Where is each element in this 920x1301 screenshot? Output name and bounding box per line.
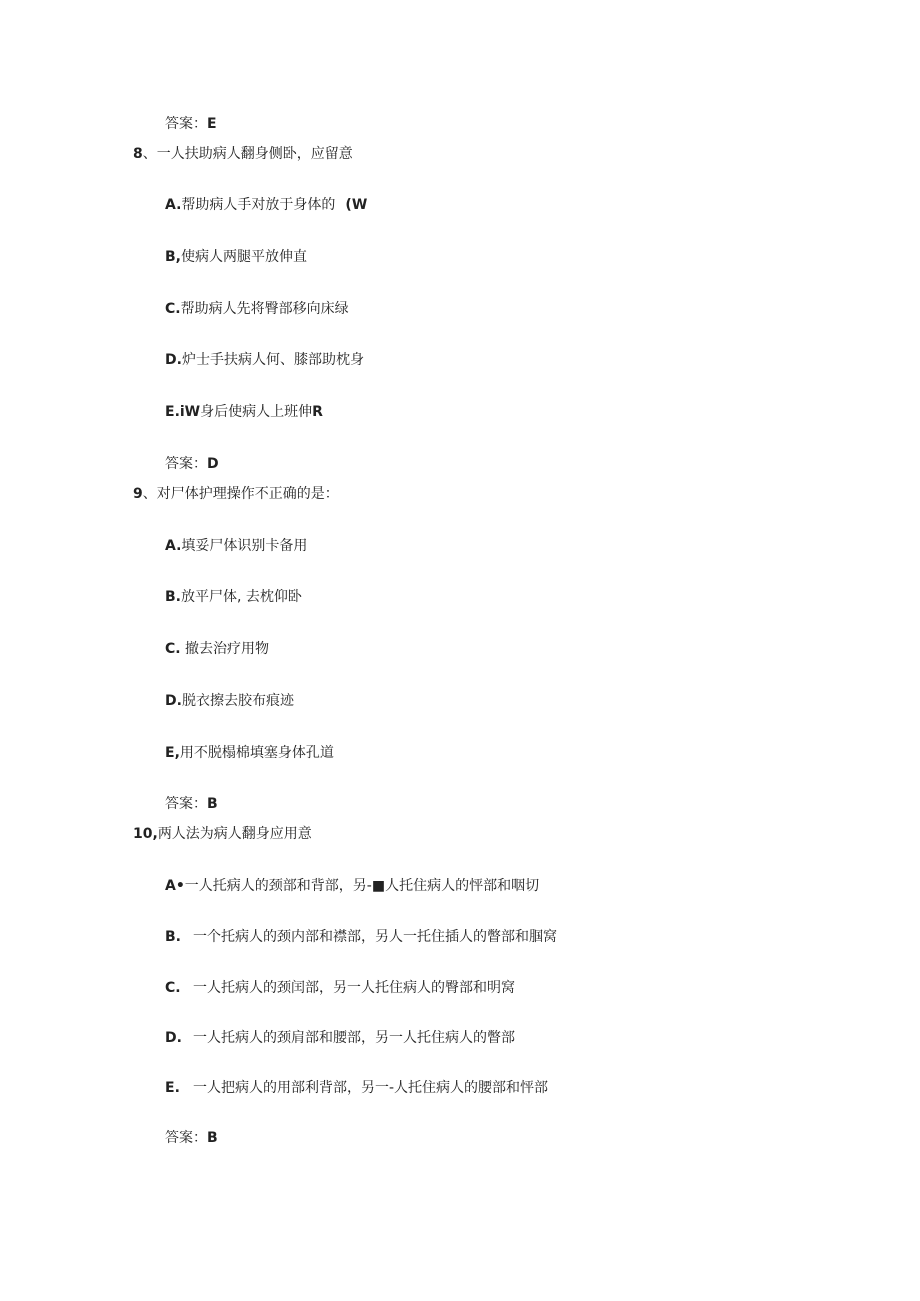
option-9a [165,537,307,555]
question-number: 10, [133,826,158,842]
option-prefix: B. [165,929,181,945]
option-prefix: D. [165,352,182,368]
answer-line [165,455,219,473]
option-prefix: E. [165,1080,180,1096]
question-8 [133,145,353,163]
option-text: 放平尸体, 去枕仰卧 [181,589,302,605]
answer-value: E [207,116,217,132]
option-10e [165,1079,548,1097]
answer-label: 答案： [165,796,207,812]
question-10 [133,825,312,843]
option-text: 一人托病人的颈部和背部，另-■人托住病人的怦部和咽切 [184,878,540,894]
question-9 [133,485,339,503]
option-10b [165,928,557,946]
option-prefix: C. [165,980,181,996]
option-text: 身后使病人上班伸 [200,404,313,420]
option-prefix: A. [165,538,182,554]
option-suffix: (W [345,197,368,213]
option-prefix: C. [165,641,181,657]
option-text: 一人托病人的颈肩部和腰部，另一人托住病人的瞥部 [193,1030,515,1046]
option-prefix: A• [165,878,185,894]
option-text: 一人把病人的用部利背部，另一-人托住病人的腰部和怦部 [193,1080,549,1096]
question-separator: 、 [142,146,157,162]
option-10c [165,979,515,997]
question-number: 8 [133,146,143,162]
option-text: 使病人两腿平放伸直 [181,249,307,265]
option-prefix: C. [165,301,181,317]
question-text: 对尸体护理操作不正确的是： [156,486,339,502]
question-text: 两人法为病人翻身应用意 [157,826,312,842]
question-text: 一人扶助病人翻身侧卧，应留意 [156,146,353,162]
answer-label: 答案： [165,456,207,472]
option-text: 帮助病人手对放于身体的 [181,197,336,213]
option-prefix: D. [165,1030,182,1046]
option-text: 炉士手扶病人何、膝部助枕身 [181,352,364,368]
option-prefix: D. [165,693,182,709]
option-text: 撤去治疗用物 [180,641,270,657]
answer-label: 答案： [165,1130,207,1146]
answer-line [165,115,217,133]
option-text: 用不脱榻棉填塞身体孔道 [179,745,334,761]
option-suffix: R [312,404,323,420]
option-text: 脱衣擦去胶布痕迹 [181,693,294,709]
option-9e [165,744,334,762]
option-prefix: E, [165,745,180,761]
answer-value: D [207,456,219,472]
option-10d [165,1029,515,1047]
option-prefix: A. [165,197,182,213]
option-8b [165,248,307,266]
option-8c [165,300,349,318]
option-9b [165,588,302,606]
option-8e [165,403,323,421]
option-text: 一人托病人的颈闰部，另一人托住病人的臀部和明窝 [193,980,515,996]
option-9c [165,640,269,658]
answer-label: 答案： [165,116,207,132]
option-prefix: E.iW [165,404,201,420]
question-separator: 、 [142,486,157,502]
question-number: 9 [133,486,143,502]
option-prefix: B. [165,589,181,605]
option-text: 填妥尸体识别卡备用 [181,538,308,554]
option-text: 一个托病人的颈内部和襟部，另人一托住插人的瞥部和腘窝 [193,929,557,945]
option-10a [165,877,539,895]
answer-line [165,1129,218,1147]
option-prefix: B, [165,249,181,265]
option-text: 帮助病人先将臀部移向床绿 [180,301,349,317]
option-9d [165,692,294,710]
option-8d [165,351,364,369]
answer-value: B [207,1130,218,1146]
answer-line [165,795,218,813]
option-8a [165,196,367,214]
answer-value: B [207,796,218,812]
